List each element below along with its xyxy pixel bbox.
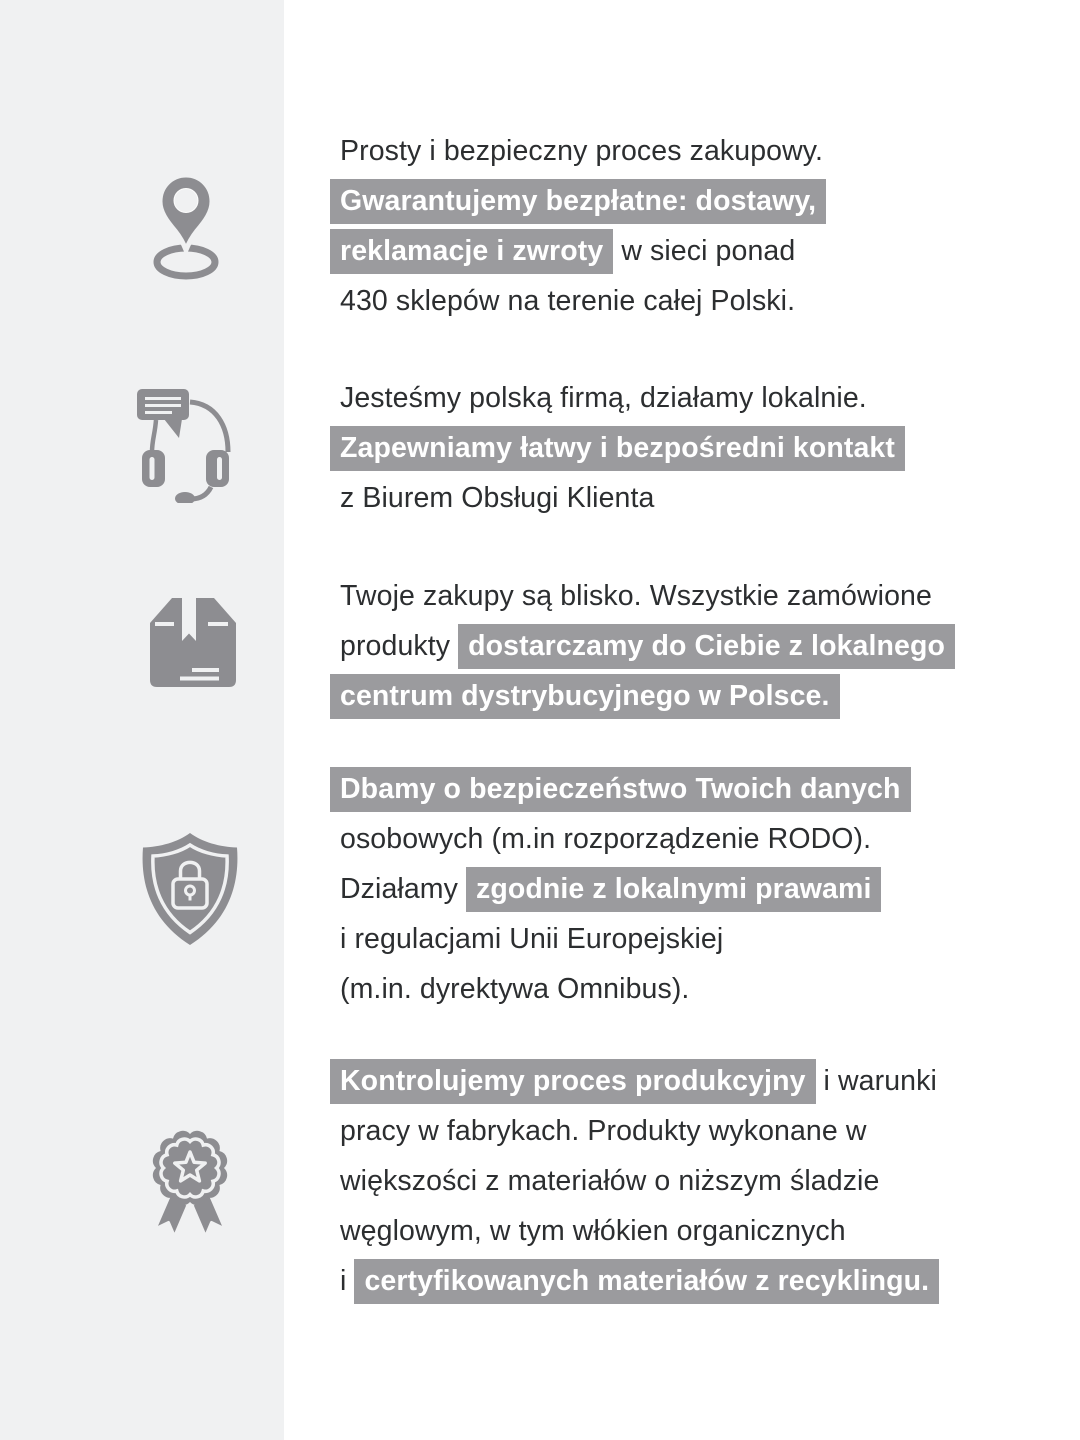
text-line [340, 814, 911, 864]
text-line [340, 276, 826, 326]
text-line [340, 1206, 939, 1256]
local-delivery-block [340, 571, 955, 721]
data-privacy-block [340, 764, 911, 1014]
plain-text: Działamy [340, 873, 467, 905]
plain-text: Prosty i bezpieczny proces zakupowy. [340, 135, 824, 167]
plain-text: 430 sklepów na terenie całej Polski. [340, 285, 796, 317]
shield-lock-icon [132, 830, 248, 948]
plain-text: węglowym, w tym włókien organicznych [340, 1215, 846, 1247]
highlighted-text: centrum dystrybucyjnego w Polsce. [330, 674, 840, 719]
plain-text: Twoje zakupy są blisko. Wszystkie zamówione [340, 580, 932, 612]
production-quality-block [340, 1056, 939, 1306]
customer-contact-block [340, 373, 905, 523]
text-line [340, 964, 911, 1014]
package-icon [148, 597, 238, 689]
plain-text: Jesteśmy polską firmą, działamy lokalnie. [340, 382, 867, 414]
text-line [340, 671, 955, 721]
plain-text: (m.in. dyrektywa Omnibus). [340, 973, 690, 1005]
text-line [340, 571, 955, 621]
plain-text: w sieci ponad [613, 235, 796, 267]
text-line [340, 473, 905, 523]
highlighted-text: Zapewniamy łatwy i bezpośredni kontakt [330, 426, 905, 471]
highlighted-text: zgodnie z lokalnymi prawami [466, 867, 881, 912]
store-network-block [340, 126, 826, 326]
text-line [340, 1156, 939, 1206]
text-line [340, 1256, 939, 1306]
plain-text: pracy w fabrykach. Produkty wykonane w [340, 1115, 867, 1147]
text-line [340, 126, 826, 176]
highlighted-text: Gwarantujemy bezpłatne: dostawy, [330, 179, 826, 224]
map-pin-icon [150, 172, 222, 280]
highlighted-text: dostarczamy do Ciebie z lokalnego [458, 624, 955, 669]
plain-text: osobowych (m.in rozporządzenie RODO). [340, 823, 872, 855]
text-line [340, 373, 905, 423]
highlighted-text: reklamacje i zwroty [330, 229, 613, 274]
plain-text: z Biurem Obsługi Klienta [340, 482, 655, 514]
text-line [340, 1106, 939, 1156]
plain-text: produkty [340, 630, 459, 662]
award-badge-icon [134, 1122, 246, 1246]
plain-text: i [340, 1265, 355, 1297]
text-line [340, 1056, 939, 1106]
text-line [340, 764, 911, 814]
highlighted-text: Dbamy o bezpieczeństwo Twoich danych [330, 767, 911, 812]
highlighted-text: certyfikowanych materiałów z recyklingu. [354, 1259, 939, 1304]
text-line [340, 176, 826, 226]
plain-text: i warunki [815, 1065, 937, 1097]
text-line [340, 226, 826, 276]
text-line [340, 423, 905, 473]
plain-text: większości z materiałów o niższym śladzie [340, 1165, 880, 1197]
sidebar-panel [0, 0, 284, 1440]
text-line [340, 864, 911, 914]
highlighted-text: Kontrolujemy proces produkcyjny [330, 1059, 816, 1104]
text-line [340, 914, 911, 964]
plain-text: i regulacjami Unii Europejskiej [340, 923, 724, 955]
text-line [340, 621, 955, 671]
headset-chat-icon [136, 388, 236, 503]
